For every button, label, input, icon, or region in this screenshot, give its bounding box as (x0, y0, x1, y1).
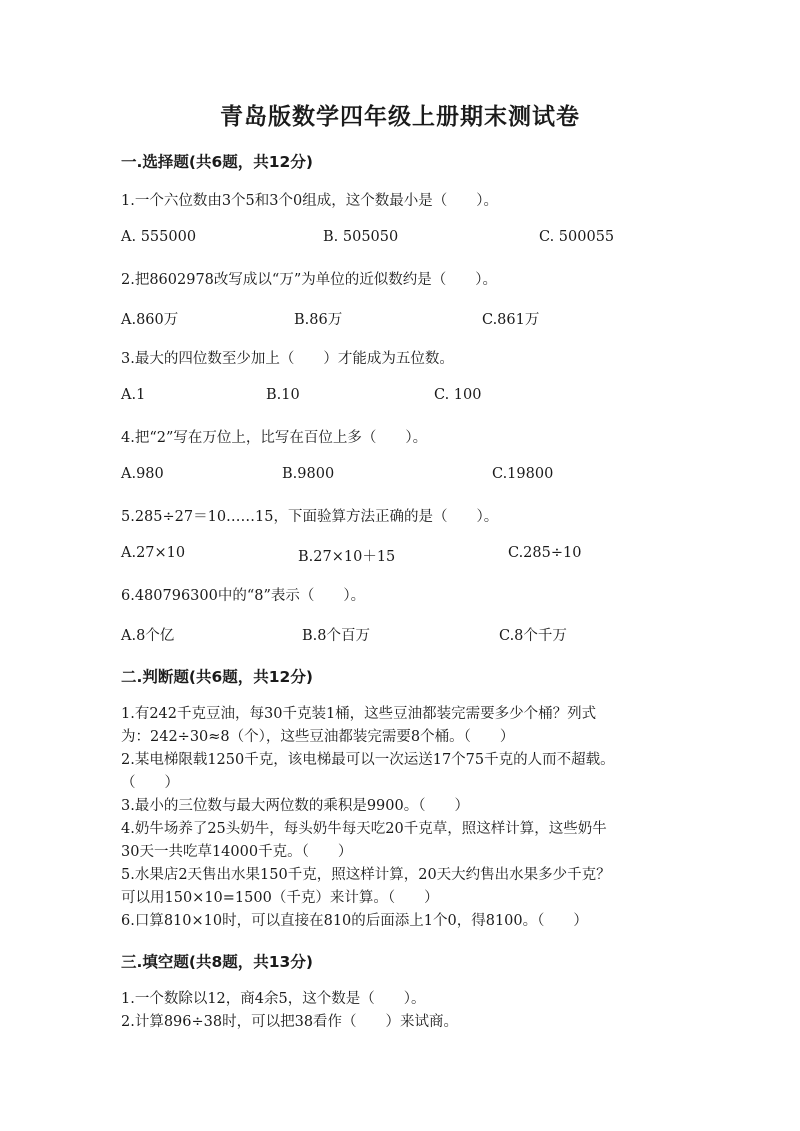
text-line: 3.最小的三位数与最大两位数的乘积是9900。（ ） (121, 798, 469, 814)
question-text: 2.把8602978改写成以“万”为单位的近似数约是（ ）。 (121, 272, 497, 288)
text-line: （ ） (121, 775, 179, 791)
text-line: 4.奶牛场养了25头奶牛，每头奶牛每天吃20千克草，照这样计算，这些奶牛 (121, 821, 607, 837)
section-heading-judge: 二.判断题(共6题，共12分) (121, 668, 313, 686)
option-b: B.8个百万 (302, 628, 370, 644)
text-line: 1.一个数除以12，商4余5，这个数是（ ）。 (121, 991, 426, 1007)
option-c: C. 100 (434, 387, 482, 403)
page-title: 青岛版数学四年级上册期末测试卷 (220, 104, 580, 130)
option-a: A.1 (121, 387, 146, 403)
option-a: A.27×10 (121, 545, 186, 561)
text-line: 6.口算810×10时，可以直接在810的后面添上1个0，得8100。（ ） (121, 913, 588, 929)
question-text: 3.最大的四位数至少加上（ ）才能成为五位数。 (121, 351, 454, 367)
text-line: 30天一共吃草14000千克。（ ） (121, 844, 353, 860)
section-heading-choice: 一.选择题(共6题，共12分) (121, 153, 313, 171)
option-b: B. 505050 (323, 229, 399, 245)
option-c: C.19800 (492, 466, 554, 482)
option-b: B.27×10＋15 (298, 549, 396, 565)
option-c: C. 500055 (539, 229, 615, 245)
question-text: 5.285÷27＝10……15，下面验算方法正确的是（ ）。 (121, 509, 499, 525)
text-line: 2.某电梯限载1250千克，该电梯最可以一次运送17个75千克的人而不超载。 (121, 752, 615, 768)
option-a: A.980 (121, 466, 164, 482)
section-heading-fill: 三.填空题(共8题，共13分) (121, 953, 313, 971)
option-b: B.86万 (294, 312, 343, 328)
option-c: C.8个千万 (499, 628, 567, 644)
option-a: A. 555000 (121, 229, 197, 245)
text-line: 1.有242千克豆油，每30千克装1桶，这些豆油都装完需要多少个桶？列式 (121, 706, 597, 722)
option-c: C.285÷10 (508, 545, 582, 561)
option-b: B.9800 (282, 466, 335, 482)
question-text: 6.480796300中的“8”表示（ ）。 (121, 588, 366, 604)
option-a: A.8个亿 (121, 628, 175, 644)
text-line: 可以用150×10=1500（千克）来计算。（ ） (121, 890, 439, 906)
question-text: 1.一个六位数由3个5和3个0组成，这个数最小是（ ）。 (121, 193, 498, 209)
option-b: B.10 (266, 387, 300, 403)
question-text: 4.把“2”写在万位上，比写在百位上多（ ）。 (121, 430, 428, 446)
text-line: 为：242÷30≈8（个），这些豆油都装完需要8个桶。（ ） (121, 729, 515, 745)
option-a: A.860万 (121, 312, 179, 328)
text-line: 2.计算896÷38时，可以把38看作（ ）来试商。 (121, 1014, 459, 1030)
option-c: C.861万 (482, 312, 540, 328)
text-line: 5.水果店2天售出水果150千克，照这样计算，20天大约售出水果多少千克？ (121, 867, 611, 883)
